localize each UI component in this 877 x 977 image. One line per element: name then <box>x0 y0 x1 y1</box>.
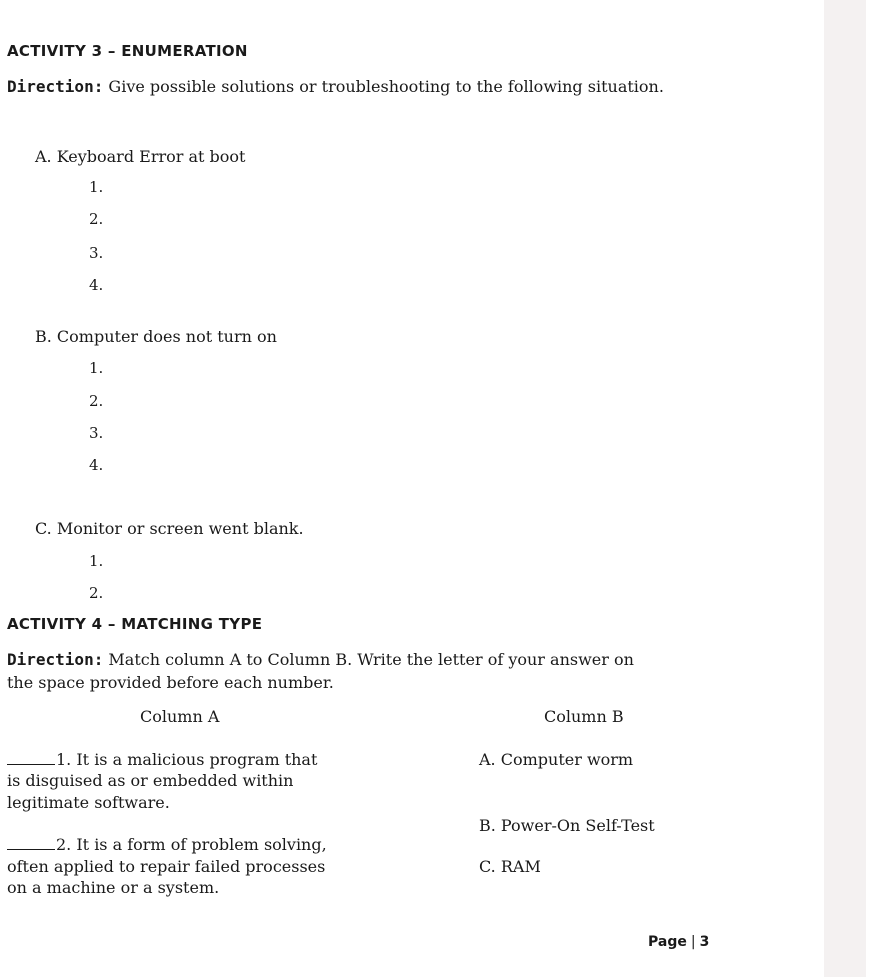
page-footer <box>648 933 709 952</box>
activity4-title: ACTIVITY 4 – MATCHING TYPE <box>7 615 263 633</box>
question-2-line3: on a machine or a system. <box>7 878 220 897</box>
section-b-item-1: 1. <box>89 359 104 377</box>
question-2-text: 2. It is a form of problem solving, <box>56 835 327 854</box>
question-2-line2: often applied to repair failed processes <box>7 857 326 876</box>
section-b-item-4: 4. <box>89 456 104 474</box>
question-1-text: 1. It is a malicious program that <box>56 750 318 769</box>
question-2-line1 <box>7 835 327 854</box>
activity4-direction-text: Match column A to Column B. Write the letter of your answer on <box>103 650 634 669</box>
section-b-label: B. Computer does not turn on <box>35 327 277 346</box>
activity3-title: ACTIVITY 3 – ENUMERATION <box>7 42 248 60</box>
answer-blank-2[interactable] <box>7 837 55 850</box>
page-label: Page <box>648 934 687 950</box>
question-1-line3: legitimate software. <box>7 793 170 812</box>
answer-option-b: B. Power-On Self-Test <box>479 816 655 835</box>
activity4-direction-line2: the space provided before each number. <box>7 673 334 692</box>
activity3-direction <box>7 77 664 96</box>
section-b-item-3: 3. <box>89 424 104 442</box>
answer-option-c: C. RAM <box>479 857 541 876</box>
column-a-header: Column A <box>140 707 220 726</box>
section-b-item-2: 2. <box>89 392 104 410</box>
activity4-direction-label: Direction: <box>7 650 104 669</box>
answer-blank-1[interactable] <box>7 752 55 765</box>
section-c-item-2: 2. <box>89 584 104 602</box>
section-a-item-1: 1. <box>89 178 104 196</box>
question-1-line1 <box>7 750 317 769</box>
right-margin-strip <box>824 0 866 977</box>
activity4-direction-line1 <box>7 650 634 669</box>
section-c-label: C. Monitor or screen went blank. <box>35 519 304 538</box>
column-b-header: Column B <box>544 707 624 726</box>
page-number: 3 <box>699 934 710 950</box>
activity3-direction-label: Direction: <box>7 77 104 96</box>
activity3-direction-text: Give possible solutions or troubleshooting to the following situation. <box>103 77 664 96</box>
right-edge-strip <box>866 0 877 977</box>
question-1-line2: is disguised as or embedded within <box>7 771 294 790</box>
section-c-item-1: 1. <box>89 552 104 570</box>
section-a-item-4: 4. <box>89 276 104 294</box>
page-separator: | <box>690 934 696 950</box>
section-a-label: A. Keyboard Error at boot <box>35 147 246 166</box>
answer-option-a: A. Computer worm <box>479 750 634 769</box>
section-a-item-3: 3. <box>89 244 104 262</box>
section-a-item-2: 2. <box>89 210 104 228</box>
